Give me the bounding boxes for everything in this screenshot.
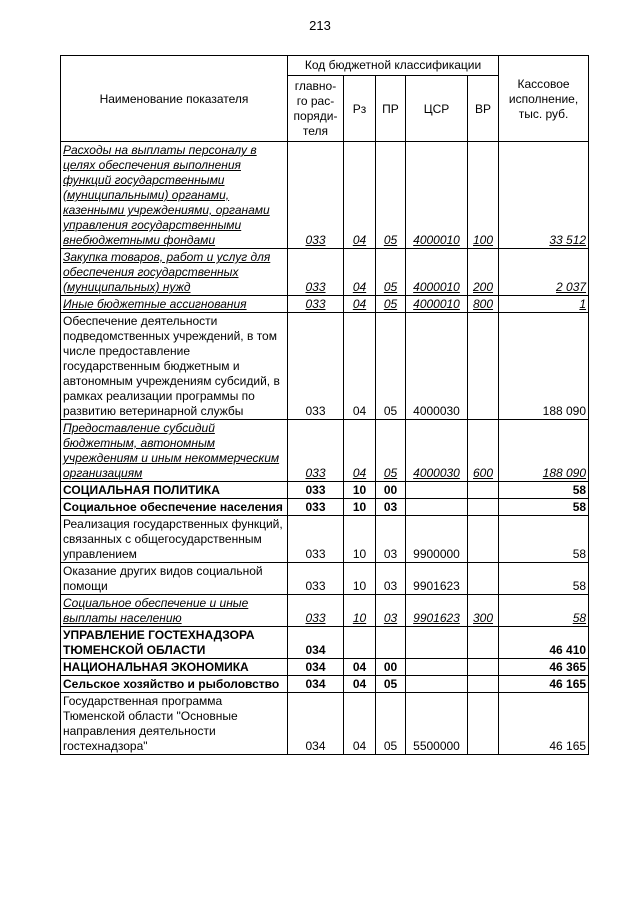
row-vr-code: 200 [468,249,499,296]
row-name: Социальное обеспечение населения [61,499,288,516]
page-number: 213 [309,18,331,33]
row-pr-code: 00 [376,659,406,676]
row-glav-code: 033 [288,420,344,482]
row-rz-code: 04 [344,420,376,482]
row-rz-code: 10 [344,482,376,499]
row-vr-code: 600 [468,420,499,482]
row-pr-code: 03 [376,499,406,516]
row-csr-code: 4000010 [406,249,468,296]
row-pr-code: 05 [376,296,406,313]
row-rz-code [344,627,376,659]
row-csr-code: 4000010 [406,142,468,249]
row-csr-code: 5500000 [406,693,468,755]
header-amount: Кассовое исполнение, тыс. руб. [499,56,589,142]
row-name: Реализация государственных функций, связанных с общегосударственным управлением [61,516,288,563]
row-name: Закупка товаров, работ и услуг для обеспечения государственных (муниципальных) нужд [61,249,288,296]
row-csr-code: 9900000 [406,516,468,563]
row-glav-code: 033 [288,482,344,499]
row-glav-code: 033 [288,563,344,595]
row-vr-code [468,563,499,595]
row-vr-code [468,516,499,563]
header-indicator: Наименование показателя [61,56,288,142]
table-row [61,563,589,595]
row-vr-code [468,659,499,676]
row-rz-code: 04 [344,676,376,693]
row-glav-code: 033 [288,249,344,296]
header-csr: ЦСР [406,76,468,142]
row-vr-code: 300 [468,595,499,627]
row-name: Государственная программа Тюменской области "Основные направления деятельности гостехнадзора" [61,693,288,755]
row-amount: 33 512 [499,142,589,249]
row-amount: 46 165 [499,676,589,693]
row-pr-code: 05 [376,676,406,693]
table-row [61,516,589,563]
row-pr-code [376,627,406,659]
row-rz-code: 04 [344,296,376,313]
row-amount: 46 165 [499,693,589,755]
row-amount: 58 [499,482,589,499]
row-vr-code [468,627,499,659]
row-pr-code: 03 [376,595,406,627]
header-vr: ВР [468,76,499,142]
table-row [61,499,589,516]
row-pr-code: 05 [376,313,406,420]
row-rz-code: 10 [344,595,376,627]
row-amount: 2 037 [499,249,589,296]
table-row [61,482,589,499]
row-name: Социальное обеспечение и иные выплаты населению [61,595,288,627]
row-amount: 58 [499,563,589,595]
row-pr-code: 05 [376,420,406,482]
row-vr-code [468,693,499,755]
row-name: Предоставление субсидий бюджетным, автономным учреждениям и иным некоммерческим организациям [61,420,288,482]
row-glav-code: 033 [288,595,344,627]
row-name: НАЦИОНАЛЬНАЯ ЭКОНОМИКА [61,659,288,676]
row-csr-code [406,659,468,676]
row-glav-code: 034 [288,627,344,659]
row-vr-code [468,499,499,516]
row-name: СОЦИАЛЬНАЯ ПОЛИТИКА [61,482,288,499]
row-glav-code: 033 [288,313,344,420]
row-name: Сельское хозяйство и рыболовство [61,676,288,693]
row-rz-code: 10 [344,563,376,595]
row-vr-code [468,313,499,420]
row-amount: 46 410 [499,627,589,659]
row-amount: 188 090 [499,420,589,482]
row-amount: 58 [499,499,589,516]
table-row [61,142,589,249]
row-csr-code: 9901623 [406,595,468,627]
row-pr-code: 03 [376,563,406,595]
row-name: Обеспечение деятельности подведомственных учреждений, в том числе предоставление государственным бюджетным и автономным учреждениям субсидий, в рамках реализации программы по развитию ветеринарной службы [61,313,288,420]
row-pr-code: 05 [376,249,406,296]
row-name: Оказание других видов социальной помощи [61,563,288,595]
table-row [61,313,589,420]
table-row [61,627,589,659]
table-row [61,249,589,296]
row-rz-code: 04 [344,313,376,420]
row-csr-code [406,676,468,693]
row-pr-code: 05 [376,693,406,755]
header-code-group: Код бюджетной классификации [288,56,499,76]
row-csr-code: 4000030 [406,313,468,420]
row-rz-code: 04 [344,659,376,676]
table-body [61,142,589,755]
row-csr-code: 4000010 [406,296,468,313]
row-amount: 58 [499,595,589,627]
row-pr-code: 00 [376,482,406,499]
row-pr-code: 05 [376,142,406,249]
table-row [61,420,589,482]
row-rz-code: 04 [344,142,376,249]
row-pr-code: 03 [376,516,406,563]
row-amount: 46 365 [499,659,589,676]
budget-table [60,55,589,755]
row-rz-code: 04 [344,693,376,755]
header-pr: ПР [376,76,406,142]
header-glav: главно-го рас-поряди-теля [288,76,344,142]
table-row [61,676,589,693]
row-csr-code: 9901623 [406,563,468,595]
row-amount: 188 090 [499,313,589,420]
row-rz-code: 04 [344,249,376,296]
row-vr-code: 100 [468,142,499,249]
table-row [61,296,589,313]
row-glav-code: 033 [288,516,344,563]
row-csr-code [406,482,468,499]
row-glav-code: 034 [288,676,344,693]
row-csr-code: 4000030 [406,420,468,482]
row-vr-code [468,676,499,693]
header-rz: Рз [344,76,376,142]
row-rz-code: 10 [344,499,376,516]
row-amount: 58 [499,516,589,563]
row-glav-code: 034 [288,659,344,676]
row-glav-code: 033 [288,499,344,516]
table-row [61,693,589,755]
table-row [61,659,589,676]
row-glav-code: 033 [288,142,344,249]
row-glav-code: 033 [288,296,344,313]
row-vr-code [468,482,499,499]
row-csr-code [406,627,468,659]
row-name: Иные бюджетные ассигнования [61,296,288,313]
row-glav-code: 034 [288,693,344,755]
table-row [61,595,589,627]
row-vr-code: 800 [468,296,499,313]
row-name: Расходы на выплаты персоналу в целях обеспечения выполнения функций государственными (муниципальными) органами, казенными учреждениями, органами управления государственными внебюджетными фондами [61,142,288,249]
row-amount: 1 [499,296,589,313]
row-csr-code [406,499,468,516]
row-name: УПРАВЛЕНИЕ ГОСТЕХНАДЗОРА ТЮМЕНСКОЙ ОБЛАСТИ [61,627,288,659]
row-rz-code: 10 [344,516,376,563]
